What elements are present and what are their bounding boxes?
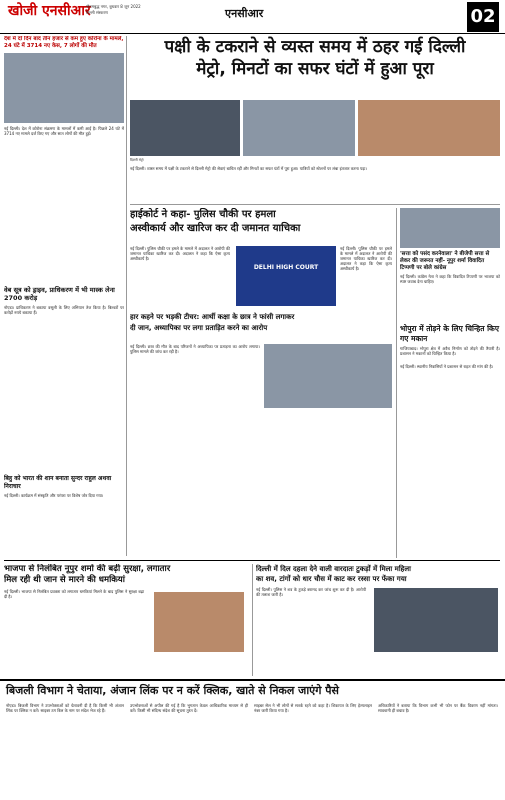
column-rule	[126, 36, 127, 556]
delhi-crime-story	[256, 564, 500, 676]
nupur-headline-line2: मिल रही थी जान से मारने की धमकियां	[4, 575, 125, 585]
paper-name: खोजी एनसीआर	[8, 3, 91, 19]
left-story1-body: नई दिल्ली। देश में कोरोना संक्रमण के मामलों में कमी आई है। पिछले 24 घंटे में 3714 नए मामले दर्ज किए गए और सात लोगों की मौत हुई।	[4, 126, 124, 136]
lead-body: नई दिल्ली। व्यस्त समय में पक्षी के टकराने से दिल्ली मेट्रो की सेवाएं बाधित रहीं और मिनटों का सफर घंटों में पूरा हुआ। यात्रियों को स्टेशनों पर लंबा इंतजार करना पड़ा।	[130, 166, 367, 171]
nupur-story	[4, 564, 249, 676]
bottom-body-2: उपभोक्ताओं से अपील की गई है कि भुगतान केवल आधिकारिक माध्यम से ही करें। किसी भी संदिग्ध संदेश की सूचना तुरंत दें।	[130, 703, 248, 713]
teacher-headline-line1: हार कहने पर भड़की टीचर: आर्थी कक्षा के छात्र ने फांसी लगाकर	[130, 313, 295, 321]
high-court-sign: DELHI HIGH COURT	[236, 246, 336, 306]
crime-headline-line2: का शव, टांगों को धार चौस में काट कर रस्सा पर फेंका गया	[256, 575, 407, 583]
lead-headline	[130, 36, 500, 98]
nupur-body: नई दिल्ली। भाजपा से निलंबित प्रवक्ता को लगातार धमकियां मिलने के बाद पुलिस ने सुरक्षा बढ़ा दी है।	[4, 589, 144, 599]
left-story1-photo	[4, 53, 124, 123]
bottom-headline: बिजली विभाग ने चेताया, अंजान लिंक पर न करें क्लिक, खाते से निकल जाएंगे पैसे	[6, 684, 339, 697]
teacher-body: नई दिल्ली। छात्र की मौत के बाद परिजनों ने अध्यापिका पर प्रताड़ना का आरोप लगाया। पुलिस मामले की जांच कर रही है।	[130, 344, 260, 354]
teacher-headline-line2: दी जान, अध्यापिका पर लगा प्रताड़ित करने का आरोप	[130, 324, 268, 332]
lead-photo-caption: दिल्ली मेट्रो	[130, 158, 144, 162]
left-story2-headline: वेब सूत्र को ड्राइव, प्राधिकरण में भी मास्क लेना 2700 करोड़	[4, 286, 115, 302]
nupur-headline-line1: भाजपा से निलंबित नूपुर शर्मा की बढ़ी सुरक्षा, लगातार	[4, 564, 171, 574]
left-story2-body: नोएडा। प्राधिकरण ने बकाया वसूली के लिए अभियान तेज किया है। बिल्डरों पर करोड़ों रुपये बकाया हैं।	[4, 305, 124, 315]
crime-headline-line1: दिल्ली में दिल दहला देने वाली वारदातः टुकड़ों में मिला महिला	[256, 565, 411, 573]
crime-body: नई दिल्ली। पुलिस ने शव के टुकड़े बरामद कर जांच शुरू कर दी है। आरोपी की तलाश जारी है।	[256, 587, 366, 597]
edition-text: दिल्ली संस्करण	[86, 10, 108, 15]
right-column	[400, 208, 500, 558]
bottom-body-4: अधिकारियों ने बताया कि विभाग कभी भी फोन पर बैंक विवरण नहीं मांगता। सावधानी ही बचाव है।	[378, 703, 498, 713]
date-line	[86, 4, 141, 16]
hc-headline-line2: अस्वीकार्य और खारिज कर दी जमानत याचिका	[130, 223, 301, 234]
right-story3-body: नई दिल्ली। स्थानीय निवासियों ने प्रशासन से राहत की मांग की है।	[400, 364, 494, 369]
section-rule	[130, 204, 500, 205]
right-story1-body: नई दिल्ली। कांग्रेस नेता ने कहा कि विवादित टिप्पणी पर भाजपा को स्पष्ट जवाब देना चाहिए।	[400, 274, 500, 284]
right-photo-1	[400, 208, 500, 248]
bottom-body-1: नोएडा। बिजली विभाग ने उपभोक्ताओं को चेतावनी दी है कि किसी भी अंजान लिंक पर क्लिक न करें। साइबर ठग बिल के नाम पर संदेश भेज रहे हैं।	[6, 703, 124, 713]
hc-headline-line1: हाईकोर्ट ने कहा- पुलिस चौकी पर हमला	[130, 209, 276, 220]
lower-column-rule	[252, 564, 253, 676]
hc-body: नई दिल्ली। पुलिस चौकी पर हमले के मामले में अदालत ने आरोपी की जमानत याचिका खारिज कर दी। अदालत ने कहा कि ऐसा कृत्य अस्वीकार्य है।	[130, 246, 230, 261]
right-story2-headline: भोपुरा में तोड़ने के लिए चिन्हित किए गए मकान	[400, 324, 499, 343]
column-rule-right	[396, 208, 397, 558]
left-story3-body: नई दिल्ली। कार्यक्रम में संस्कृति और परंपरा पर विशेष जोर दिया गया।	[4, 493, 104, 498]
section-name: एनसीआर	[225, 7, 264, 20]
lower-rule	[4, 560, 500, 561]
bottom-story	[0, 679, 505, 800]
nupur-photo	[154, 592, 244, 652]
lead-photo-2	[243, 100, 355, 156]
right-story1-headline: 'सत्ता को पसंद करनेवाला' ने बीजेपी सत्ता से लेकर की जरूरत नहीं- नूपुर शर्मा विवादित टिप्पणी पर बोले कांग्रेस	[400, 251, 490, 271]
teacher-headline	[130, 312, 392, 340]
masthead	[0, 0, 505, 34]
right-story2-body: गाजियाबाद। भोपुरा क्षेत्र में अवैध निर्माण को तोड़ने की तैयारी है। प्रशासन ने मकानों को चिन्हित किया है।	[400, 346, 500, 356]
date-text: गौतमबुद्ध नगर, बुधवार 8 जून 2022	[86, 4, 141, 9]
bottom-body-3: साइबर सेल ने भी लोगों से सतर्क रहने को कहा है। शिकायत के लिए हेल्पलाइन नंबर जारी किया गया है।	[254, 703, 372, 713]
hc-body-2: नई दिल्ली। पुलिस चौकी पर हमले के मामले में अदालत ने आरोपी की जमानत याचिका खारिज कर दी। अदालत ने कहा कि ऐसा कृत्य अस्वीकार्य है।	[340, 246, 392, 271]
lead-photo-3	[358, 100, 500, 156]
lead-photo-1	[130, 100, 240, 156]
left-story1-headline: देश में दो दिन बाद तीन हजार से कम हुए कोरोना के मामले, 24 घंटे में 3714 नए केस, 7 लोगों की मौत	[4, 36, 124, 49]
crime-photo	[374, 588, 498, 652]
lead-headline-line1: पक्षी के टकराने से व्यस्त समय में ठहर गई दिल्ली	[164, 37, 466, 57]
lead-headline-line2: मेट्रो, मिनटों का सफर घंटों में हुआ पूरा	[196, 59, 434, 79]
hc-headline	[130, 208, 390, 242]
teacher-photo	[264, 344, 392, 408]
left-story3-headline: बिहु को भारत की शान बनाता सुन्दर राहुल अथवा निराचार	[4, 475, 112, 490]
page-number: 02	[467, 2, 499, 32]
